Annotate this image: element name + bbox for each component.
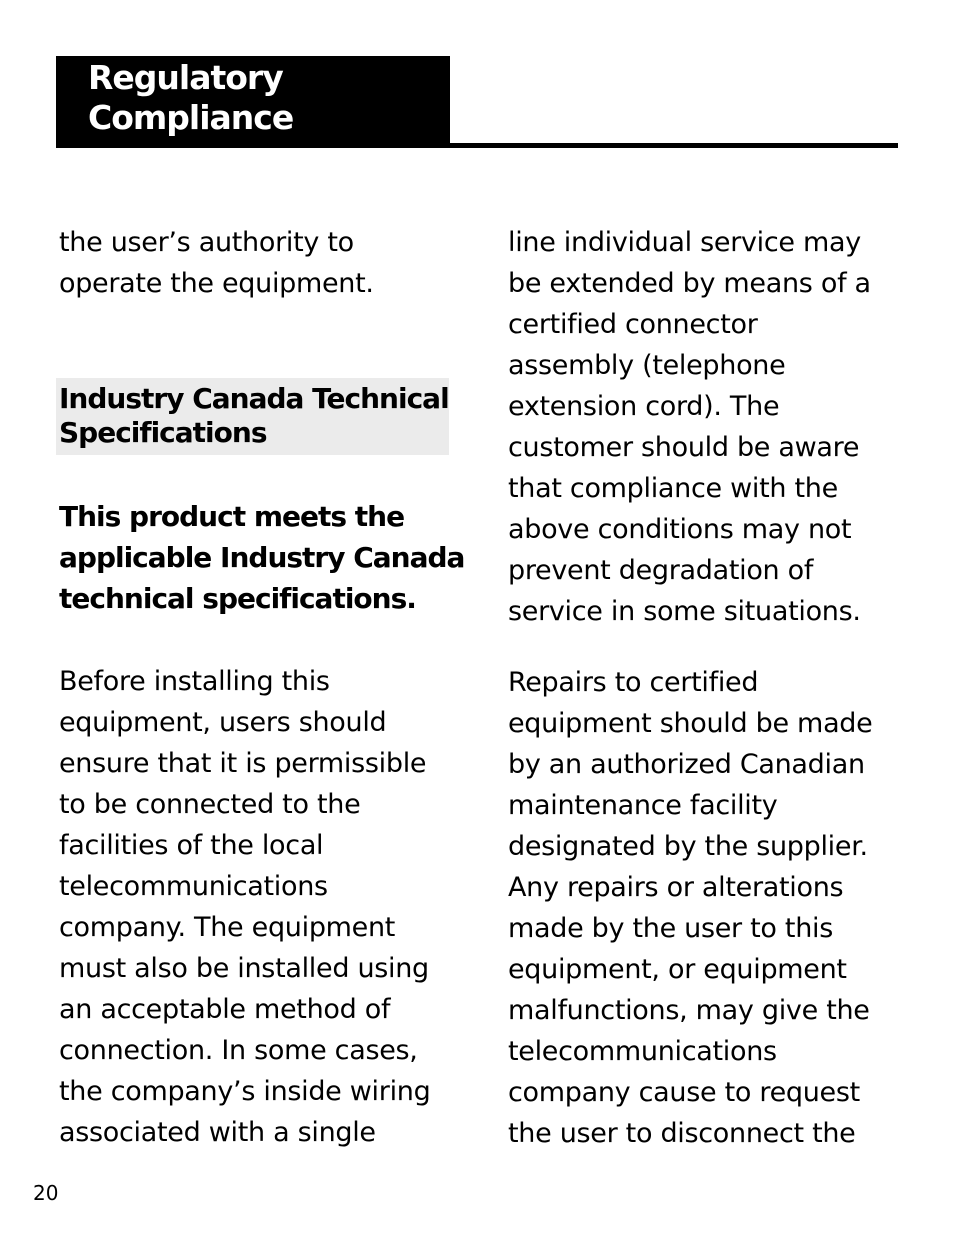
text-line: facilities of the local (59, 830, 324, 861)
text-line: connection. In some cases, (59, 1035, 418, 1066)
page-title-line: Compliance (88, 98, 294, 137)
text-line: certified connector (508, 309, 758, 340)
text-line: company cause to request (508, 1077, 860, 1108)
text-line: operate the equipment. (59, 268, 374, 299)
text-line: telecommunications (59, 871, 328, 902)
repairs-paragraph (508, 662, 908, 1154)
text-line: prevent degradation of (508, 555, 814, 586)
extension-paragraph (508, 222, 908, 632)
text-line: company. The equipment (59, 912, 396, 943)
section-heading-line: Industry Canada Technical (59, 382, 449, 415)
text-line: be extended by means of a (508, 268, 871, 299)
header-rule (56, 143, 898, 148)
text-line: malfunctions, may give the (508, 995, 870, 1026)
text-line: by an authorized Canadian (508, 749, 865, 780)
text-line: the user to disconnect the (508, 1118, 856, 1149)
text-line: ensure that it is permissible (59, 748, 427, 779)
section-heading (56, 378, 449, 455)
text-line: equipment, users should (59, 707, 387, 738)
section-heading-line: Specifications (59, 416, 267, 449)
text-line: associated with a single (59, 1117, 376, 1148)
text-line: must also be installed using (59, 953, 429, 984)
text-line: to be connected to the (59, 789, 361, 820)
text-line: that compliance with the (508, 473, 838, 504)
page-number: 20 (33, 1181, 59, 1205)
text-line: Repairs to certified (508, 667, 759, 698)
statement-line: applicable Industry Canada (59, 541, 465, 574)
text-line: service in some situations. (508, 596, 861, 627)
text-line: maintenance facility (508, 790, 778, 821)
left-column-continued-text (59, 222, 449, 304)
text-line: extension cord). The (508, 391, 780, 422)
text-line: equipment, or equipment (508, 954, 847, 985)
page-title-line: Regulatory (88, 58, 283, 97)
text-line: above conditions may not (508, 514, 852, 545)
statement-line: This product meets the (59, 500, 405, 533)
text-line: assembly (telephone (508, 350, 786, 381)
text-line: an acceptable method of (59, 994, 391, 1025)
text-line: the company’s inside wiring (59, 1076, 431, 1107)
text-line: the user’s authority to (59, 227, 354, 258)
text-line: designated by the supplier. (508, 831, 868, 862)
compliance-statement (59, 496, 465, 619)
text-line: Before installing this (59, 666, 330, 697)
text-line: customer should be aware (508, 432, 860, 463)
text-line: telecommunications (508, 1036, 777, 1067)
text-line: equipment should be made (508, 708, 873, 739)
installation-paragraph (59, 661, 454, 1153)
text-line: line individual service may (508, 227, 861, 258)
statement-line: technical specifications. (59, 582, 416, 615)
page-title (88, 58, 448, 138)
text-line: made by the user to this (508, 913, 834, 944)
text-line: Any repairs or alterations (508, 872, 844, 903)
